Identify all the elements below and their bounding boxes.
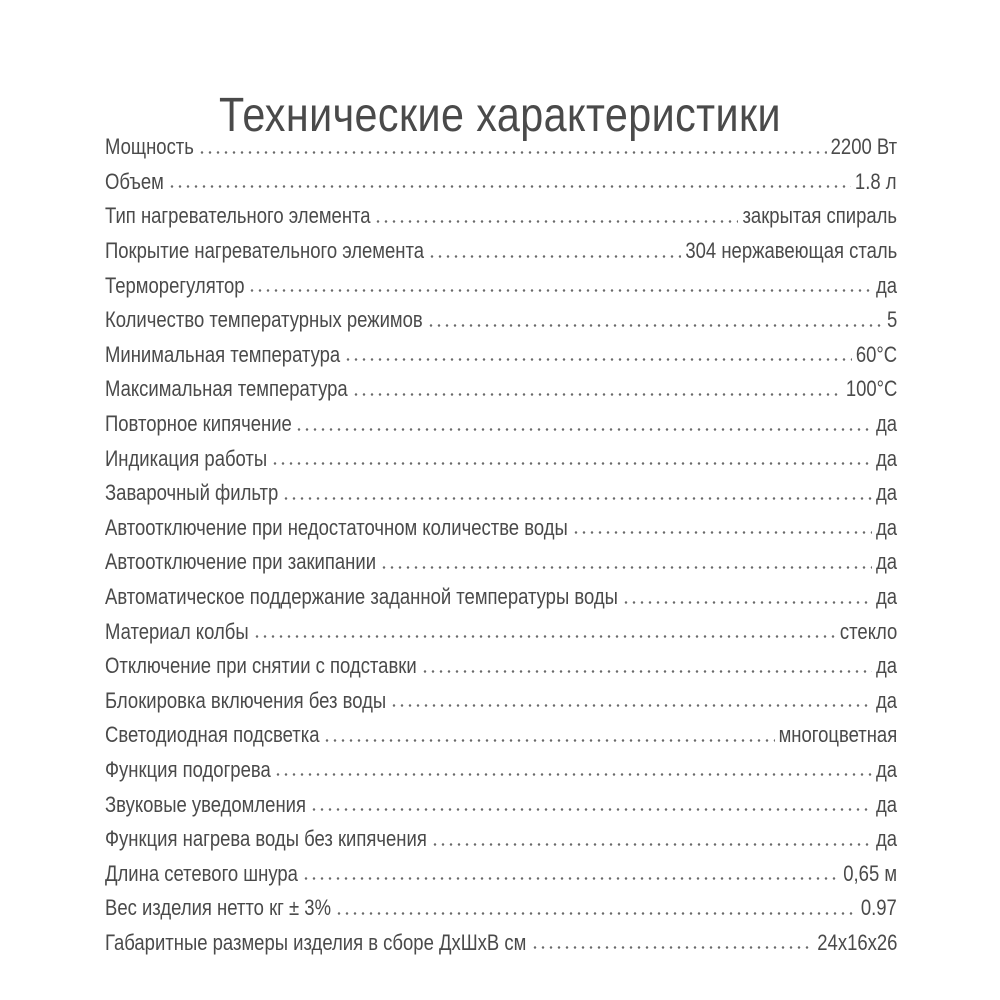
- spec-value-box: [876, 476, 897, 510]
- spec-value: да: [875, 653, 897, 679]
- dot-leader: [622, 601, 872, 604]
- spec-value-box: [861, 891, 897, 925]
- spec-label: Блокировка включения без воды: [105, 687, 387, 713]
- spec-value: 2200 Вт: [830, 134, 897, 160]
- spec-label-box: [105, 684, 386, 718]
- spec-label-box: [105, 130, 194, 164]
- dot-leader: [198, 151, 827, 154]
- spec-row: [105, 130, 897, 165]
- spec-label-box: [105, 753, 270, 787]
- spec-value-box: [876, 822, 897, 856]
- spec-label-box: [105, 718, 319, 752]
- spec-label-box: [105, 649, 417, 683]
- spec-row: [105, 718, 897, 753]
- dot-leader: [421, 670, 872, 673]
- dot-leader: [310, 808, 872, 811]
- spec-label: Автоотключение при недостаточном количестве воды: [105, 514, 568, 540]
- spec-label-box: [105, 372, 348, 406]
- spec-value: да: [875, 791, 897, 817]
- spec-label: Объем: [105, 168, 164, 194]
- spec-label: Повторное кипячение: [105, 411, 292, 437]
- spec-value-box: [876, 407, 897, 441]
- spec-value-box: [855, 165, 897, 199]
- spec-label: Максимальная температура: [105, 376, 348, 402]
- spec-value-box: [742, 199, 897, 233]
- spec-row: [105, 614, 897, 649]
- dot-leader: [271, 462, 872, 465]
- spec-value: да: [875, 272, 897, 298]
- spec-label: Покрытие нагревательного элемента: [105, 238, 425, 264]
- spec-row: [105, 234, 897, 269]
- spec-label-box: [105, 165, 164, 199]
- spec-value-box: [817, 926, 897, 960]
- spec-label: Функция нагрева воды без кипячения: [105, 826, 427, 852]
- spec-label-box: [105, 442, 267, 476]
- dot-leader: [380, 566, 872, 569]
- dot-leader: [344, 358, 852, 361]
- dot-leader: [168, 185, 851, 188]
- dot-leader: [352, 393, 842, 396]
- spec-value: 60°С: [855, 341, 897, 367]
- spec-value: 0,65 м: [843, 860, 897, 886]
- spec-value: 5: [886, 307, 897, 333]
- spec-value-box: [685, 234, 897, 268]
- spec-value: закрытая спираль: [742, 203, 897, 229]
- spec-row: [105, 649, 897, 684]
- dot-leader: [295, 428, 872, 431]
- dot-leader: [431, 843, 872, 846]
- spec-value-box: [876, 684, 897, 718]
- spec-label-box: [105, 615, 249, 649]
- spec-row: [105, 476, 897, 511]
- spec-row: [105, 822, 897, 857]
- dot-leader: [302, 877, 839, 880]
- spec-row: [105, 580, 897, 615]
- spec-row: [105, 891, 897, 926]
- spec-row: [105, 268, 897, 303]
- spec-label-box: [105, 580, 618, 614]
- spec-label: Вес изделия нетто кг ± 3%: [105, 895, 332, 921]
- spec-value: многоцветная: [778, 722, 897, 748]
- spec-label-box: [105, 234, 424, 268]
- spec-label-box: [105, 857, 298, 891]
- spec-value: 100°С: [845, 376, 897, 402]
- spec-value: да: [875, 480, 897, 506]
- spec-label-box: [105, 926, 527, 960]
- spec-value: да: [875, 514, 897, 540]
- spec-label: Функция подогрева: [105, 756, 271, 782]
- spec-row: [105, 684, 897, 719]
- spec-label-box: [105, 199, 370, 233]
- spec-value: 304 нержавеющая сталь: [685, 238, 897, 264]
- spec-label-box: [105, 891, 331, 925]
- spec-value: да: [875, 826, 897, 852]
- spec-row: [105, 303, 897, 338]
- spec-label-box: [105, 303, 423, 337]
- spec-value-box: [876, 788, 897, 822]
- spec-label: Звуковые уведомления: [105, 791, 306, 817]
- spec-label: Заварочный фильтр: [105, 480, 279, 506]
- spec-row: [105, 165, 897, 200]
- spec-label-box: [105, 269, 244, 303]
- spec-row: [105, 441, 897, 476]
- spec-row: [105, 787, 897, 822]
- dot-leader: [253, 635, 836, 638]
- spec-value-box: [843, 857, 897, 891]
- spec-row: [105, 338, 897, 373]
- spec-value: да: [875, 584, 897, 610]
- spec-row: [105, 511, 897, 546]
- spec-label: Терморегулятор: [105, 272, 245, 298]
- dot-leader: [390, 704, 872, 707]
- spec-value: да: [875, 687, 897, 713]
- spec-value: 24x16x26: [816, 929, 897, 955]
- spec-row: [105, 545, 897, 580]
- spec-row: [105, 372, 897, 407]
- spec-label: Габаритные размеры изделия в сборе ДхШхВ см: [105, 929, 527, 955]
- spec-value-box: [779, 718, 897, 752]
- dot-leader: [335, 912, 857, 915]
- spec-label: Мощность: [105, 134, 194, 160]
- spec-value-box: [876, 649, 897, 683]
- spec-label: Светодиодная подсветка: [105, 722, 320, 748]
- spec-value: да: [875, 756, 897, 782]
- spec-value: 0.97: [861, 895, 897, 921]
- spec-value-box: [876, 545, 897, 579]
- spec-label-box: [105, 545, 376, 579]
- spec-label-box: [105, 822, 427, 856]
- dot-leader: [274, 773, 872, 776]
- spec-label-box: [105, 788, 306, 822]
- spec-row: [105, 926, 897, 961]
- spec-label: Материал колбы: [105, 618, 249, 644]
- spec-label: Индикация работы: [105, 445, 268, 471]
- spec-value-box: [856, 338, 897, 372]
- spec-value-box: [876, 580, 897, 614]
- spec-value: стекло: [839, 618, 897, 644]
- spec-value-box: [876, 511, 897, 545]
- spec-value-box: [887, 303, 897, 337]
- spec-value-box: [876, 442, 897, 476]
- dot-leader: [374, 220, 738, 223]
- spec-value-box: [876, 753, 897, 787]
- spec-row: [105, 856, 897, 891]
- dot-leader: [572, 531, 872, 534]
- dot-leader: [323, 739, 774, 742]
- dot-leader: [531, 946, 814, 949]
- spec-value-box: [840, 615, 897, 649]
- spec-label: Автоматическое поддержание заданной температуры воды: [105, 584, 618, 610]
- dot-leader: [248, 289, 872, 292]
- spec-label-box: [105, 407, 291, 441]
- spec-row: [105, 407, 897, 442]
- spec-label-box: [105, 476, 278, 510]
- spec-value: да: [875, 445, 897, 471]
- spec-label-box: [105, 511, 568, 545]
- spec-value-box: [846, 372, 897, 406]
- spec-label-box: [105, 338, 340, 372]
- dot-leader: [427, 324, 883, 327]
- spec-label: Длина сетевого шнура: [105, 860, 298, 886]
- spec-label: Минимальная температура: [105, 341, 341, 367]
- spec-row: [105, 199, 897, 234]
- spec-value: да: [875, 411, 897, 437]
- spec-value: да: [875, 549, 897, 575]
- spec-label: Количество температурных режимов: [105, 307, 423, 333]
- spec-label: Тип нагревательного элемента: [105, 203, 371, 229]
- spec-list: [105, 130, 897, 960]
- spec-label: Автоотключение при закипании: [105, 549, 377, 575]
- spec-value-box: [876, 269, 897, 303]
- spec-label: Отключение при снятии с подставки: [105, 653, 417, 679]
- spec-value: 1.8 л: [855, 168, 897, 194]
- spec-value-box: [831, 130, 897, 164]
- page-title: Технические характеристики: [218, 89, 781, 143]
- dot-leader: [282, 497, 872, 500]
- dot-leader: [428, 255, 681, 258]
- spec-row: [105, 753, 897, 788]
